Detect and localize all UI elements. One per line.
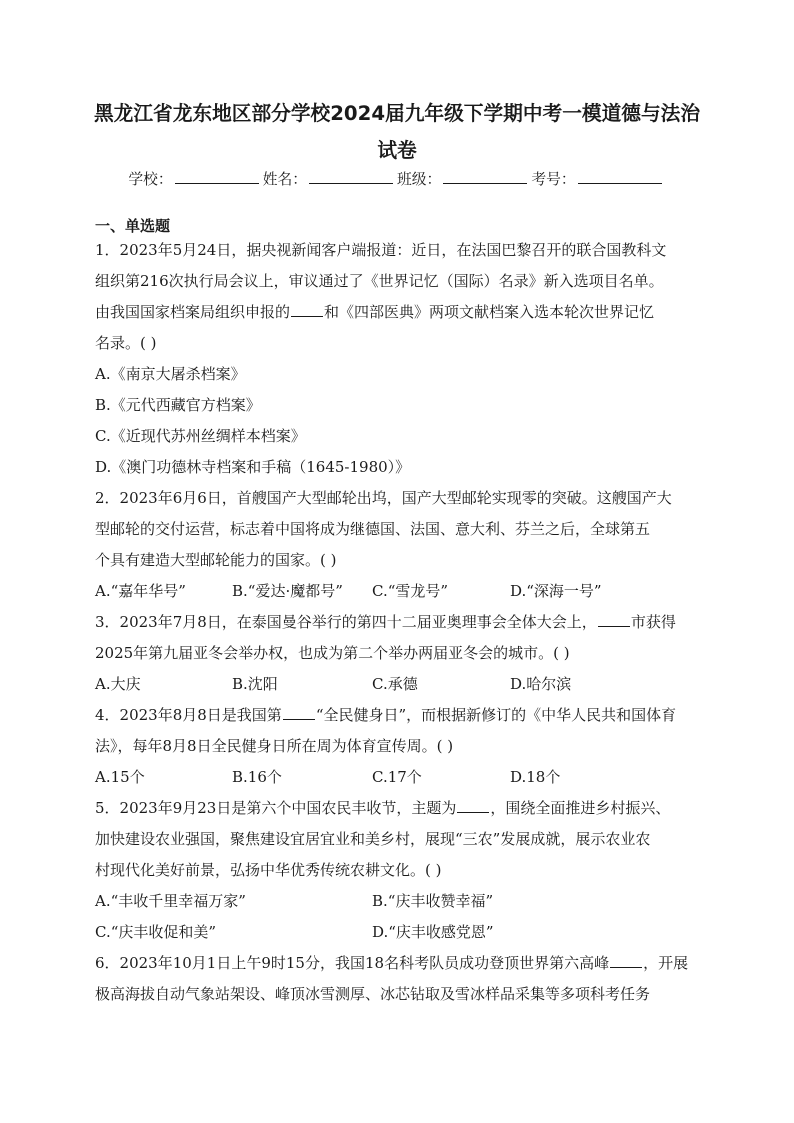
answer-blank [598,612,630,627]
q5-line-3: 村现代化美好前景，弘扬中华优秀传统农耕文化。( ) [95,861,442,879]
section-heading: 一、单选题 [95,217,171,235]
q2-option-b[interactable]: B.“爱达·魔都号” [232,582,343,600]
name-label: 姓名： [262,171,307,188]
q3-option-d[interactable]: D.哈尔滨 [510,675,572,693]
class-label: 班级： [397,171,442,188]
document-title-line-1: 黑龙江省龙东地区部分学校2024届九年级下学期中考一模道德与法治 [93,102,701,125]
student-info-row [0,169,794,191]
answer-blank [457,798,489,813]
q1-option-d[interactable]: D.《澳门功德林寺档案和手稿（1645-1980）》 [95,458,411,476]
q6-line-1: 6．2023年10月1日上午9时15分，我国18名科考队员成功登顶世界第六高峰 ，开展 [95,954,689,972]
q2-line-1: 2．2023年6月6日，首艘国产大型邮轮出坞，国产大型邮轮实现零的突破。这艘国产大 [95,489,672,507]
number-label: 考号： [531,171,576,188]
q3-option-c[interactable]: C.承德 [372,675,418,693]
q1-option-c[interactable]: C.《近现代苏州丝绸样本档案》 [95,427,306,445]
q2-option-c[interactable]: C.“雪龙号” [372,582,449,600]
q3-line-2: 2025年第九届亚冬会举办权，也成为第二个举办两届亚冬会的城市。( ) [95,644,570,662]
school-label: 学校： [128,171,173,188]
q5-line-2: 加快建设农业强国，聚焦建设宜居宜业和美乡村，展现“三农”发展成就，展示农业农 [95,830,651,848]
q4-option-a[interactable]: A.15个 [95,768,145,786]
number-blank[interactable] [578,169,662,184]
document-title-line-2: 试卷 [377,139,417,162]
q1-line-2: 组织第216次执行局会议上，审议通过了《世界记忆（国际）名录》新入选项目名单。 [95,272,664,290]
q5-option-d[interactable]: D.“庆丰收感党恩” [372,923,494,941]
q4-option-c[interactable]: C.17个 [372,768,422,786]
q3-option-a[interactable]: A.大庆 [95,675,141,693]
q4-line-1: 4．2023年8月8日是我国第 “全民健身日”，而根据新修订的《中华人民共和国体育 [95,706,677,724]
answer-blank [291,302,323,317]
q1-line-4: 名录。( ) [95,334,157,352]
q2-line-3: 个具有建造大型邮轮能力的国家。( ) [95,551,337,569]
class-blank[interactable] [443,169,527,184]
q4-option-b[interactable]: B.16个 [232,768,282,786]
q2-option-a[interactable]: A.“嘉年华号” [95,582,186,600]
school-blank[interactable] [175,169,259,184]
q5-option-c[interactable]: C.“庆丰收促和美” [95,923,217,941]
q5-option-b[interactable]: B.“庆丰收赞幸福” [372,892,494,910]
answer-blank [610,953,642,968]
q2-line-2: 型邮轮的交付运营，标志着中国将成为继德国、法国、意大利、芬兰之后，全球第五 [95,520,651,538]
q6-line-2: 极高海拔自动气象站架设、峰顶冰雪测厚、冰芯钻取及雪冰样品采集等多项科考任务 [95,985,651,1003]
q5-line-1: 5．2023年9月23日是第六个中国农民丰收节，主题为 ，围绕全面推进乡村振兴、 [95,799,671,817]
q1-option-a[interactable]: A.《南京大屠杀档案》 [95,365,246,383]
q2-option-d[interactable]: D.“深海一号” [510,582,602,600]
name-blank[interactable] [309,169,393,184]
q1-line-3: 由我国国家档案局组织申报的 和《四部医典》两项文献档案入选本轮次世界记忆 [95,303,655,321]
q3-line-1: 3．2023年7月8日，在泰国曼谷举行的第四十二届亚奥理事会全体大会上， 市获得 [95,613,676,631]
q4-option-d[interactable]: D.18个 [510,768,561,786]
q4-line-2: 法》，每年8月8日全民健身日所在周为体育宣传周。( ) [95,737,454,755]
q5-option-a[interactable]: A.“丰收千里幸福万家” [95,892,246,910]
q1-option-b[interactable]: B.《元代西藏官方档案》 [95,396,261,414]
q1-line-1: 1．2023年5月24日，据央视新闻客户端报道：近日，在法国巴黎召开的联合国教科文 [95,241,667,259]
answer-blank [283,705,315,720]
q3-option-b[interactable]: B.沈阳 [232,675,278,693]
